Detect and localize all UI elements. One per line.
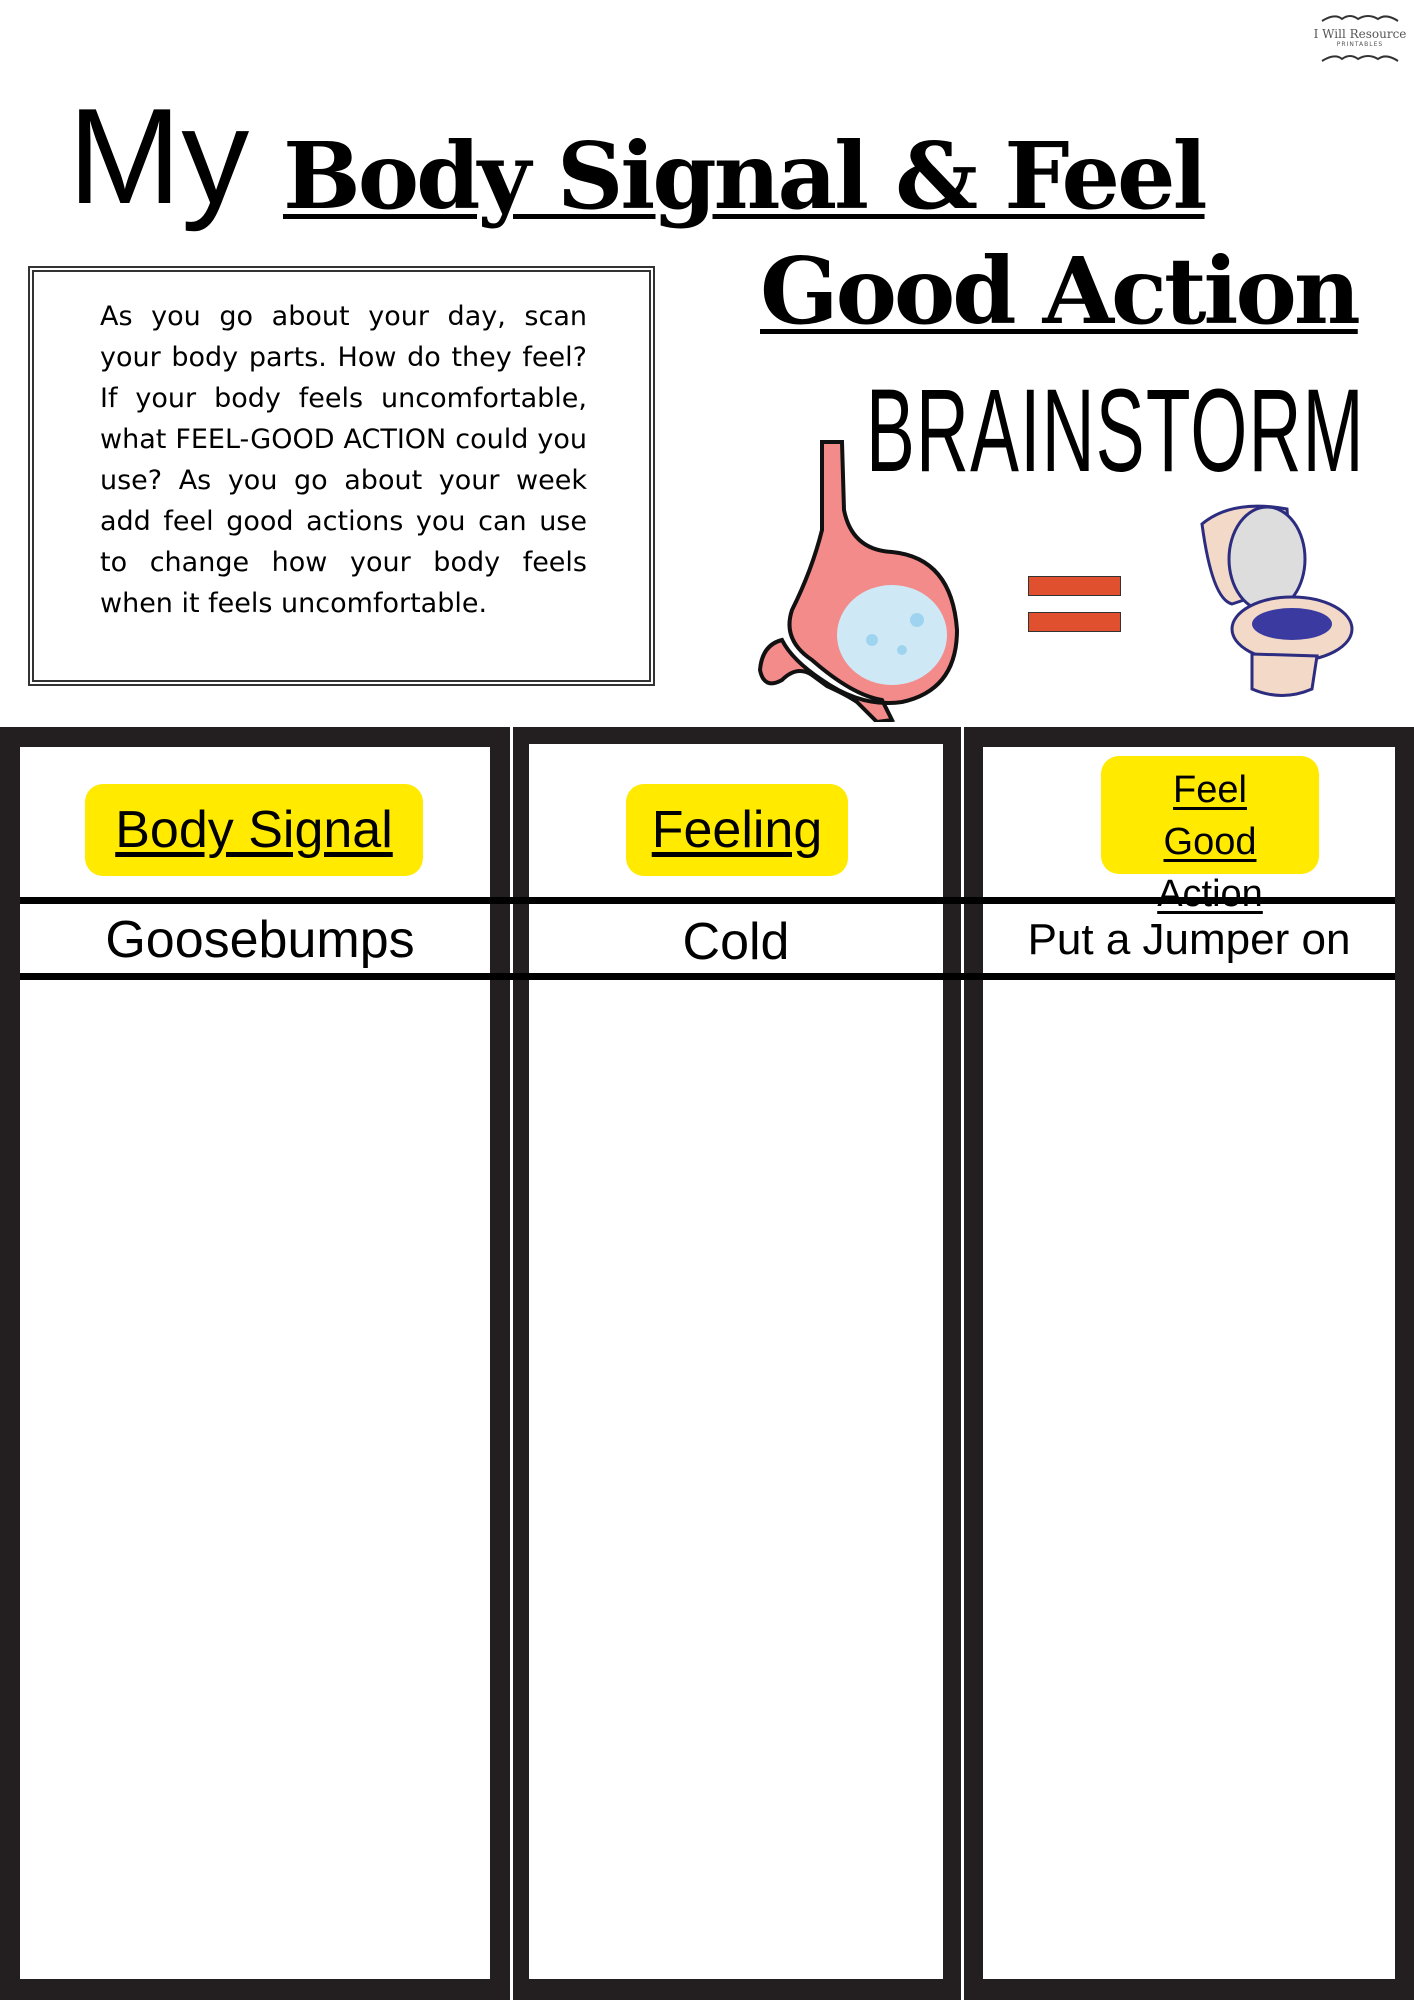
title-my: My (68, 80, 250, 232)
example-divider (20, 973, 1395, 980)
example-action: Put a Jumper on (1027, 915, 1351, 964)
header-body-signal: Body Signal (85, 784, 423, 876)
instructions-text: As you go about your day, scan your body parts. How do they feel? If your body feels uncomfortable, what FEEL-GOOD ACTION could you use? As you go about your week add feel good actions you can use to change how your body feels when it feels uncomfortable. (100, 301, 587, 619)
example-feeling: Cold (682, 913, 790, 971)
wave-icon (1320, 53, 1400, 63)
example-body-signal: Goosebumps (105, 911, 415, 969)
instructions-box (28, 266, 655, 686)
header-feeling: Feeling (626, 784, 848, 876)
title-line-2: Good Action (760, 237, 1358, 345)
action-write-area[interactable] (990, 990, 1390, 1970)
logo-name: I Will Resource (1313, 27, 1407, 41)
header-feel-good-action: Feel Good Action (1101, 756, 1319, 874)
logo (1308, 8, 1412, 67)
wave-icon (1320, 13, 1400, 23)
title-brainstorm: BRAINSTORM (866, 365, 1365, 497)
title-line-1: Body Signal & Feel (283, 122, 1205, 230)
stomach-icon (752, 440, 962, 722)
equals-bar-bottom (1028, 612, 1121, 632)
logo-sub: PRINTABLES (1336, 41, 1384, 48)
equals-bar-top (1028, 576, 1121, 596)
feeling-write-area[interactable] (535, 990, 935, 1970)
body-signal-write-area[interactable] (30, 990, 480, 1970)
toilet-icon (1192, 504, 1354, 700)
